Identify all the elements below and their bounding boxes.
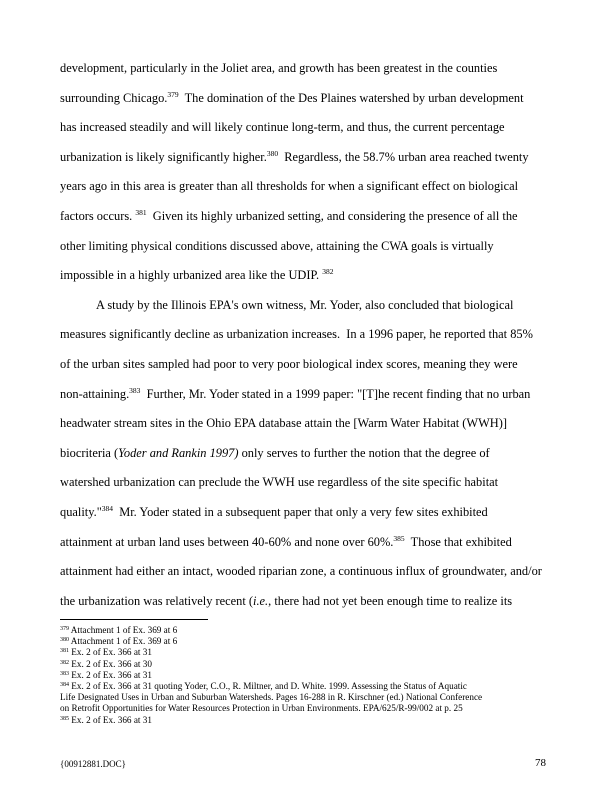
text-line — [60, 468, 552, 498]
footnote-number: 382 — [60, 659, 69, 666]
footnote-ref: 381 — [135, 207, 147, 217]
footnote — [60, 647, 560, 658]
text-line — [60, 350, 552, 380]
footnote-ref: 382 — [322, 267, 334, 277]
footnote — [60, 715, 560, 726]
footnote-text: Ex. 2 of Ex. 366 at 31 quoting Yoder, C.O., R. Miltner, and D. White. 1999. Assessing the Status of Aquatic — [71, 681, 467, 692]
text-run: biocriteria ( — [60, 445, 119, 460]
footnote-text: Ex. 2 of Ex. 366 at 31 — [71, 714, 152, 725]
text-run: surrounding Chicago. — [60, 90, 168, 105]
footnote — [60, 703, 560, 714]
footnote-text: Attachment 1 of Ex. 369 at 6 — [70, 625, 178, 635]
text-line — [60, 320, 552, 350]
text-run: Further, Mr. Yoder stated in a 1999 paper: "[T]he recent finding that no urban — [140, 386, 531, 401]
page-number: 78 — [535, 757, 546, 769]
text-run: the urbanization was relatively recent ( — [60, 593, 253, 608]
body-text — [60, 54, 552, 616]
text-line — [60, 557, 552, 587]
footnote-ref: 385 — [393, 533, 405, 543]
text-line — [60, 143, 552, 173]
text-run: attainment had either an intact, wooded riparian zone, a continuous influx of groundwater, and/or — [60, 564, 542, 579]
text-run: only serves to further the notion that the degree of — [238, 445, 490, 460]
footnote-text: Attachment 1 of Ex. 369 at 6 — [70, 636, 178, 647]
footnote — [60, 625, 560, 636]
text-run: years ago in this area is greater than all thresholds for when a significant effect on biological — [60, 179, 519, 194]
footnote — [60, 692, 560, 703]
text-run: The domination of the Des Plaines watershed by urban development — [178, 90, 524, 105]
footnotes — [60, 625, 560, 726]
text-run: factors occurs. — [60, 208, 136, 223]
text-run: Regardless, the 58.7% urban area reached twenty — [278, 149, 529, 164]
footnote — [60, 670, 560, 681]
text-run: of the urban sites sampled had poor to very poor biological index scores, meaning they were — [60, 356, 518, 371]
text-line — [60, 172, 552, 202]
text-run: , there had not yet been enough time to realize its — [268, 593, 513, 608]
text-line — [60, 202, 552, 232]
footnote-ref: 384 — [101, 503, 114, 513]
text-run: urbanization is likely significantly higher. — [60, 149, 267, 164]
text-run: A study by the Illinois EPA's own witness, Mr. Yoder, also concluded that biological — [96, 297, 514, 312]
text-run: i.e. — [253, 593, 269, 608]
text-line — [60, 439, 552, 469]
footnote-number: 381 — [60, 648, 69, 655]
text-run: Those that exhibited — [404, 534, 512, 549]
footnote-number: 383 — [60, 670, 69, 677]
text-run: attainment at urban land uses between 40-60% and none over 60%. — [60, 534, 394, 549]
text-run: headwater stream sites in the Ohio EPA database attain the [Warm Water Habitat (WWH)] — [60, 416, 508, 431]
text-line — [60, 54, 552, 84]
text-run: non-attaining. — [60, 386, 130, 401]
text-line — [60, 498, 552, 528]
text-line — [60, 232, 552, 262]
footnote-number: 379 — [60, 626, 69, 632]
text-line — [60, 380, 552, 410]
text-run: has increased steadily and will likely continue long-term, and thus, the current percentage — [60, 120, 505, 135]
footnote — [60, 659, 560, 670]
footnote-ref: 383 — [129, 385, 141, 395]
text-line — [60, 409, 552, 439]
footnote-text: Ex. 2 of Ex. 366 at 31 — [71, 669, 152, 680]
text-run: Yoder and Rankin 1997) — [118, 445, 239, 460]
text-line — [60, 84, 552, 114]
text-run: Given its highly urbanized setting, and considering the presence of all the — [146, 208, 518, 223]
footnote-separator — [60, 619, 208, 620]
text-line — [60, 528, 552, 558]
footnote-text: on Retrofit Opportunities for Water Resources Protection in Urban Environments. EPA/625/R-99/002 at p. 25 — [60, 703, 463, 714]
footnote — [60, 681, 560, 692]
footnote-text: Ex. 2 of Ex. 366 at 31 — [71, 647, 152, 658]
footnote-text: Life Designated Uses in Urban and Suburban Watersheds. Pages 16-288 in R. Kirschner (ed.) National Conference — [60, 692, 483, 703]
footnote — [60, 636, 560, 647]
text-line — [60, 261, 552, 291]
footer-doc-id: {00912881.DOC} — [60, 759, 126, 769]
text-run: quality." — [60, 504, 102, 519]
text-run: watershed urbanization can preclude the WWH use regardless of the site specific habitat — [60, 475, 499, 490]
footnote-text: Ex. 2 of Ex. 366 at 30 — [71, 658, 152, 669]
text-run: impossible in a highly urbanized area like the UDIP. — [60, 268, 323, 283]
text-run: Mr. Yoder stated in a subsequent paper that only a very few sites exhibited — [113, 504, 488, 519]
footnote-number: 380 — [60, 637, 69, 644]
text-run: measures significantly decline as urbanization increases. In a 1996 paper, he reported that 85% — [60, 327, 533, 342]
text-run: other limiting physical conditions discussed above, attaining the CWA goals is virtually — [60, 238, 494, 253]
text-run: development, particularly in the Joliet area, and growth has been greatest in the counties — [60, 61, 498, 75]
text-line — [60, 113, 552, 143]
text-line — [60, 291, 552, 321]
footnote-ref: 380 — [266, 148, 279, 158]
footnote-number: 384 — [60, 682, 69, 689]
footnote-number: 385 — [60, 715, 69, 722]
text-line — [60, 587, 552, 617]
footnote-ref: 379 — [167, 89, 179, 99]
